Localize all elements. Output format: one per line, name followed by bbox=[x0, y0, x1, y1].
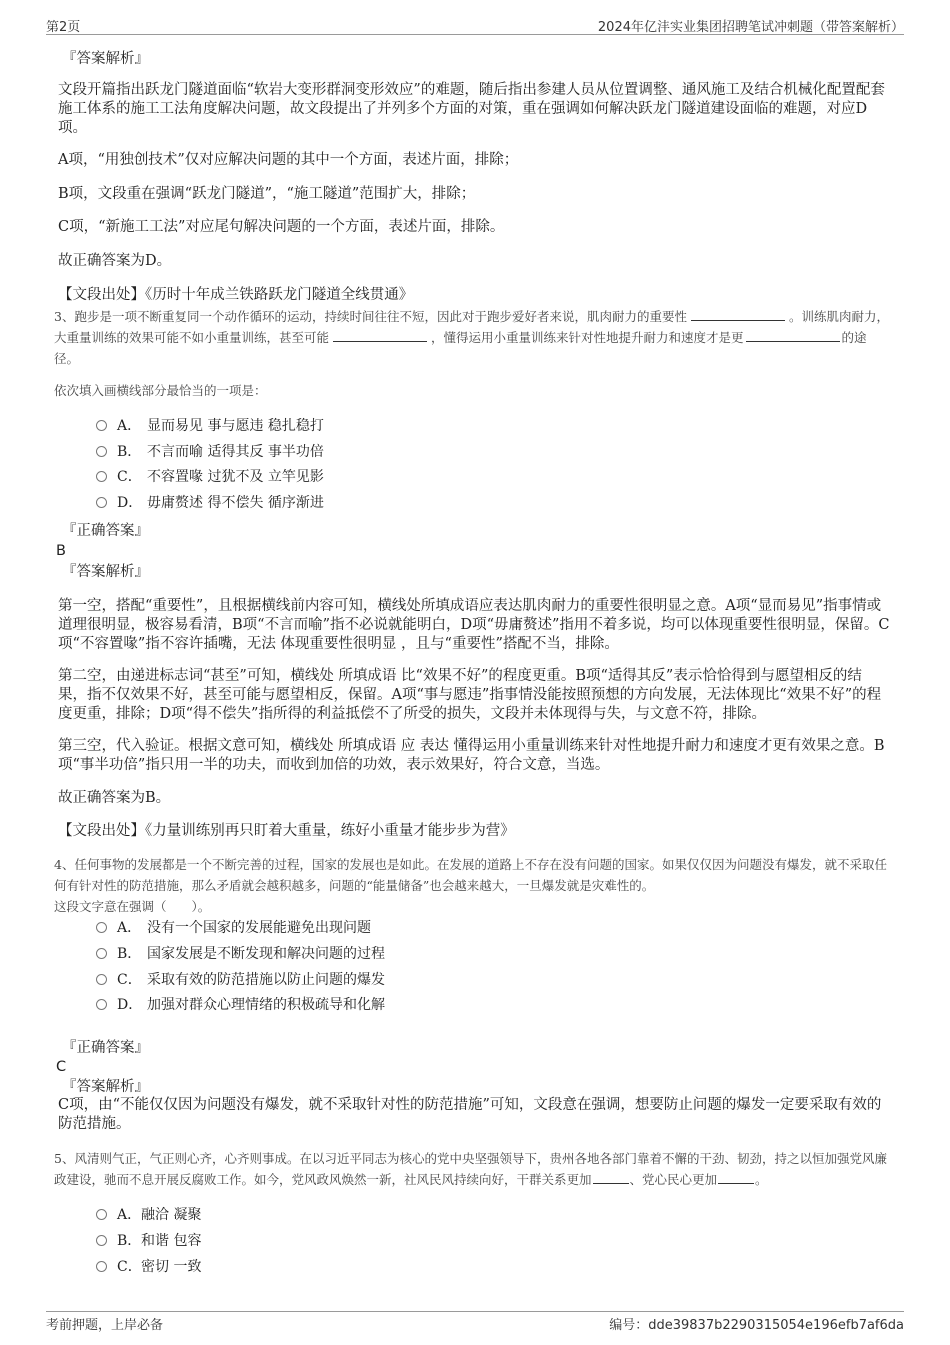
q5-blank-1 bbox=[593, 1170, 629, 1184]
q3-analysis-paragraph-3: 第三空，代入验证。根据文意可知，横线处 所填成语 应 表达 懂得运用小重量训练来针对性地提升耐力和速度才更有效果之意。B项“事半功倍”指只用一半的功夫，而收到加倍的功效，表示效果好，符合文意，当选。 bbox=[58, 738, 885, 773]
q3-option-a[interactable]: A． 显而易见 事与愿违 稳扎稳打 bbox=[96, 416, 324, 436]
q5-stem-part-2: 、党心民心更加 bbox=[629, 1172, 718, 1187]
q3-blank-1 bbox=[691, 307, 785, 321]
q3-stem-part-5: 的途径。 bbox=[54, 330, 867, 366]
q5-stem-part-1: 5、风清则气正，气正则心齐，心齐则事成。在以习近平同志为核心的党中央坚强领导下，贵州各地各部门靠着不懈的干劲、韧劲，持之以恒加强党风廉政建设，驰而不息开展反腐败工作。如今，党风政风焕然一新，社风民风持续向好，干群关系更加 bbox=[54, 1151, 887, 1187]
q3-source: 【文段出处】《力量训练别再只盯着大重量，练好小重量才能步步为营》 bbox=[58, 823, 515, 839]
radio-icon[interactable] bbox=[96, 446, 107, 457]
q2-analysis-paragraph-1: 文段开篇指出跃龙门隧道面临“软岩大变形群洞变形效应”的难题，随后指出参建人员从位置调整、通风施工及结合机械化配置配套施工体系的施工工法角度解决问题，故文段提出了并列多个方面的对策，重在强调如何解决跃龙门隧道建设面临的难题，对应D项。 bbox=[58, 82, 885, 136]
q3-answer-conclusion: 故正确答案为B。 bbox=[58, 790, 171, 806]
q3-blank-2 bbox=[333, 328, 427, 342]
q4-analysis-label: 『答案解析』 bbox=[62, 1079, 149, 1095]
footer-slogan: 考前押题，上岸必备 bbox=[46, 1318, 164, 1333]
radio-icon[interactable] bbox=[96, 922, 107, 933]
q2-analysis-paragraph-3: B项，文段重在强调“跃龙门隧道”，“施工隧道”范围扩大，排除； bbox=[58, 186, 476, 202]
header-divider bbox=[46, 34, 904, 35]
document-id: 编号：dde39837b2290315054e196efb7af6da bbox=[609, 1318, 904, 1333]
q3-analysis-label: 『答案解析』 bbox=[62, 564, 149, 580]
q3-option-d[interactable]: D． 毋庸赘述 得不偿失 循序渐进 bbox=[96, 493, 324, 513]
radio-icon[interactable] bbox=[96, 497, 107, 508]
q2-answer-conclusion: 故正确答案为D。 bbox=[58, 253, 172, 269]
q4-answer: C bbox=[56, 1059, 67, 1075]
q3-stem-part-4: ，懂得运用小重量训练来针对性地提升耐力和速度才是更 bbox=[431, 330, 744, 345]
q3-analysis-paragraph-2: 第二空，由递进标志词“甚至”可知，横线处 所填成语 比“效果不好”的程度更重。B项“适得其反”表示恰恰得到与愿望相反的结果，指不仅效果不好，甚至可能与愿望相反，保留。A项“事与愿违”指事情没能按照预想的方向发展，无法体现比“效果不好”的程度更重，排除；D项“得不偿失”指所得的利益抵偿不了所受的损失，文段并未体现得与失，与文意不符，排除。 bbox=[58, 668, 882, 722]
radio-icon[interactable] bbox=[96, 1261, 107, 1272]
q3-stem-part-2: 。训练肌 bbox=[788, 309, 839, 324]
q3-answer-label: 『正确答案』 bbox=[62, 523, 149, 539]
q3-stem-part-3: 肉耐力，大重量训练的效果可能不如小重量训练，甚至可能 bbox=[54, 309, 889, 345]
q3-analysis-paragraph-1: 第一空，搭配“重要性”，且根据横线前内容可知，横线处所填成语应表达肌肉耐力的重要性很明显之意。A项“显而易见”指事情或道理很明显，极容易看清，B项“不言而喻”指不必说就能明白，D项“毋庸赘述”指用不着多说，均可以体现重要性很明显，保留。C项“不容置喙”指不容许插嘴，无法 体现重要性很明显 ，且与“重要性”搭配不当，排除。 bbox=[58, 598, 890, 652]
page-header bbox=[46, 16, 904, 34]
q5-option-a[interactable]: A．融洽 凝聚 bbox=[96, 1205, 201, 1225]
radio-icon[interactable] bbox=[96, 974, 107, 985]
q2-analysis-paragraph-4: C项，“新施工工法”对应尾句解决问题的一个方面，表述片面，排除。 bbox=[58, 219, 505, 235]
radio-icon[interactable] bbox=[96, 420, 107, 431]
q3-prompt: 依次填入画横线部分最恰当的一项是： bbox=[54, 383, 267, 398]
q3-answer: B bbox=[56, 543, 66, 559]
q2-source: 【文段出处】《历时十年成兰铁路跃龙门隧道全线贯通》 bbox=[58, 287, 414, 303]
q4-prompt: 这段文字意在强调（ ）。 bbox=[54, 899, 211, 914]
q2-analysis-paragraph-2: A项，“用独创技术”仅对应解决问题的其中一个方面，表述片面，排除； bbox=[58, 152, 519, 168]
q2-analysis-label: 『答案解析』 bbox=[62, 51, 149, 67]
radio-icon[interactable] bbox=[96, 1235, 107, 1246]
q4-stem: 4、任何事物的发展都是一个不断完善的过程，国家的发展也是如此。在发展的道路上不存在没有问题的国家。如果仅仅因为问题没有爆发，就不采取任何有针对性的防范措施，那么矛盾就会越积越多，问题的“能量储备”也会越来越大，一旦爆发就是灾难性的。 bbox=[54, 857, 887, 893]
q4-analysis-paragraph-1: C项，由“不能仅仅因为问题没有爆发，就不采取针对性的防范措施”可知，文段意在强调，想要防止问题的爆发一定要采取有效的防范措施。 bbox=[58, 1097, 882, 1132]
page-number: 第2页 bbox=[46, 20, 81, 35]
q4-option-c[interactable]: C． 采取有效的防范措施以防止问题的爆发 bbox=[96, 970, 385, 990]
q5-stem-part-3: 。 bbox=[755, 1172, 768, 1187]
q3-option-b[interactable]: B． 不言而喻 适得其反 事半功倍 bbox=[96, 442, 324, 462]
q5-option-c[interactable]: C．密切 一致 bbox=[96, 1257, 201, 1277]
radio-icon[interactable] bbox=[96, 948, 107, 959]
q3-option-c[interactable]: C． 不容置喙 过犹不及 立竿见影 bbox=[96, 467, 324, 487]
q3-blank-3 bbox=[746, 328, 840, 342]
q3-stem bbox=[54, 306, 890, 369]
q5-stem bbox=[54, 1148, 896, 1190]
q5-blank-2 bbox=[718, 1170, 754, 1184]
footer-divider bbox=[46, 1311, 904, 1312]
q4-option-a[interactable]: A． 没有一个国家的发展能避免出现问题 bbox=[96, 918, 371, 938]
q4-option-d[interactable]: D． 加强对群众心理情绪的积极疏导和化解 bbox=[96, 995, 385, 1015]
radio-icon[interactable] bbox=[96, 471, 107, 482]
radio-icon[interactable] bbox=[96, 999, 107, 1010]
q5-option-b[interactable]: B．和谐 包容 bbox=[96, 1231, 201, 1251]
q3-stem-part-1: 3、跑步是一项不断重复同一个动作循环的运动，持续时间往往不短，因此对于跑步爱好者来说，肌肉耐力的重要性 bbox=[54, 309, 687, 324]
radio-icon[interactable] bbox=[96, 1209, 107, 1220]
q4-answer-label: 『正确答案』 bbox=[62, 1040, 149, 1056]
q4-option-b[interactable]: B． 国家发展是不断发现和解决问题的过程 bbox=[96, 944, 385, 964]
document-title: 2024年亿沣实业集团招聘笔试冲刺题（带答案解析） bbox=[597, 20, 904, 35]
